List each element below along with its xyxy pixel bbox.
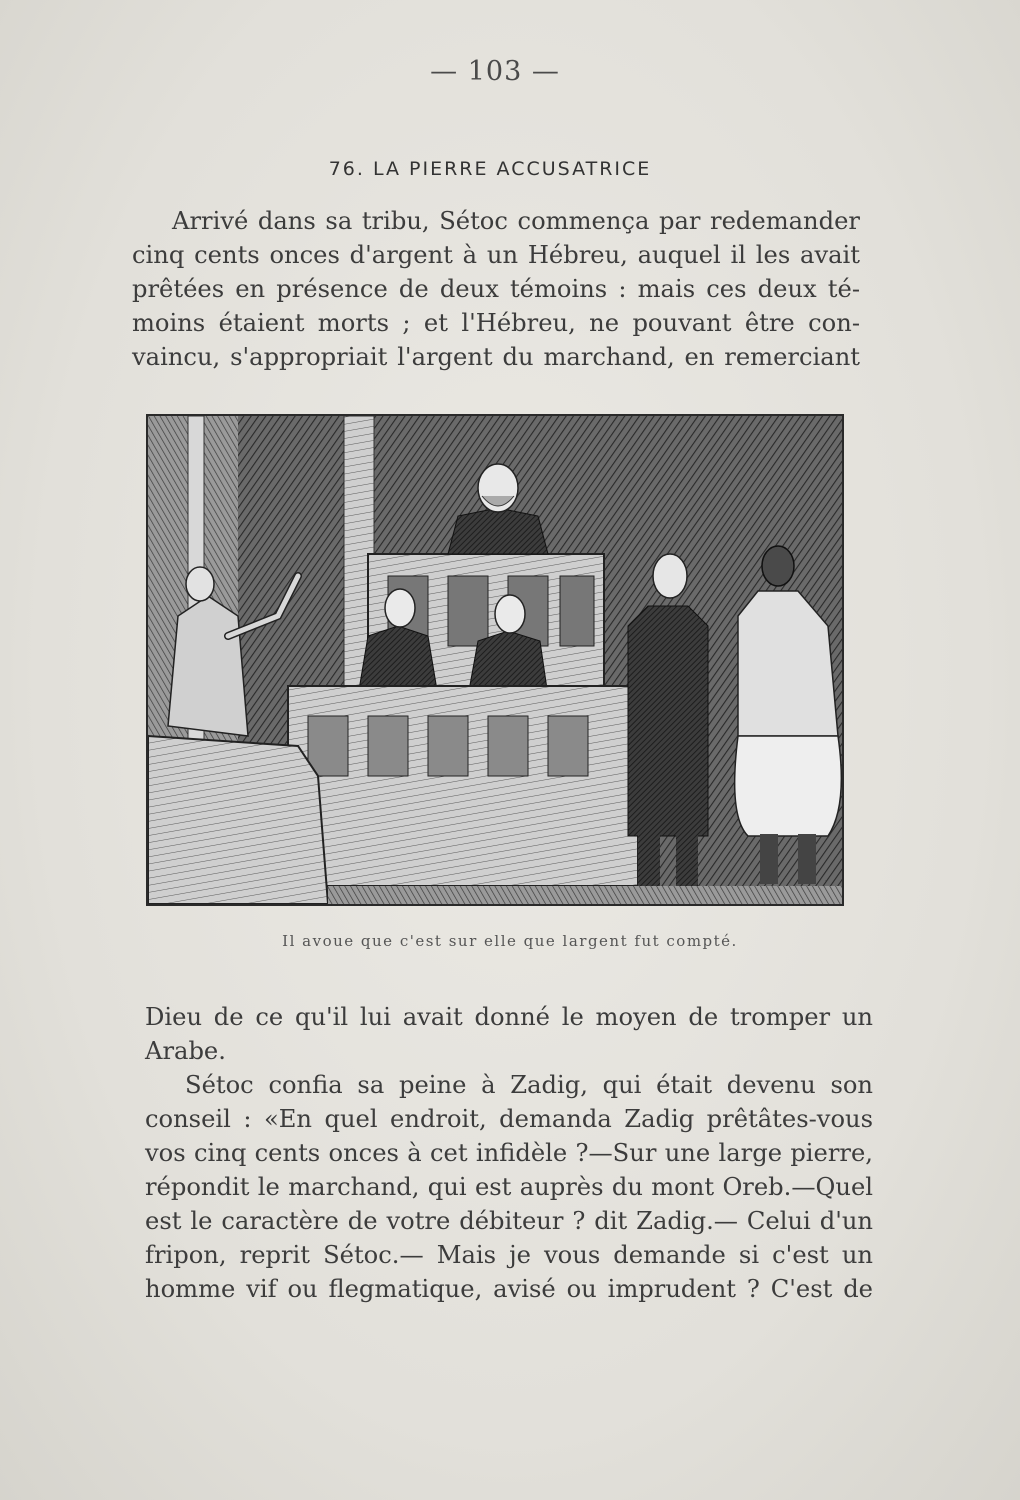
page-number: — 103 — [430,56,560,87]
paragraph-top [132,204,860,374]
text-line: Arrivé dans sa tribu, Sétoc commença par redemander [172,207,860,235]
text-line: prêtées en présence de deux témoins : mais ces deux té- [132,275,860,303]
paragraph-bottom [145,1000,873,1306]
chapter-title: 76. LA PIERRE ACCUSATRICE [328,158,652,180]
text-line: répondit le marchand, qui est auprès du mont Oreb.—Quel [145,1173,873,1201]
text-line: vaincu, s'appropriait l'argent du marchand, en remerciant [132,343,860,371]
text-line: homme vif ou flegmatique, avisé ou imprudent ? C'est de [145,1275,873,1303]
illustration-caption: Il avoue que c'est sur elle que largent fut compté. [282,932,738,950]
accuser-figure [168,596,248,736]
courtroom-illustration [146,414,844,906]
text-line: cinq cents onces d'argent à un Hébreu, auquel il les avait [132,241,860,269]
text-line: vos cinq cents onces à cet infidèle ?—Sur une large pierre, [145,1139,873,1167]
text-line: conseil : «En quel endroit, demanda Zadig prêtâtes-vous [145,1105,873,1133]
text-line: est le caractère de votre débiteur ? dit Zadig.— Celui d'un [145,1207,873,1235]
text-line: fripon, reprit Sétoc.— Mais je vous demande si c'est un [145,1241,873,1269]
text-line: moins étaient morts ; et l'Hébreu, ne pouvant être con- [132,309,860,337]
text-line: Dieu de ce qu'il lui avait donné le moyen de tromper un [145,1003,873,1031]
illustration-drawing [148,416,842,904]
text-line: Sétoc confia sa peine à Zadig, qui était devenu son [185,1071,873,1099]
defendant-figure [628,606,708,836]
text-line: Arabe. [145,1037,226,1065]
